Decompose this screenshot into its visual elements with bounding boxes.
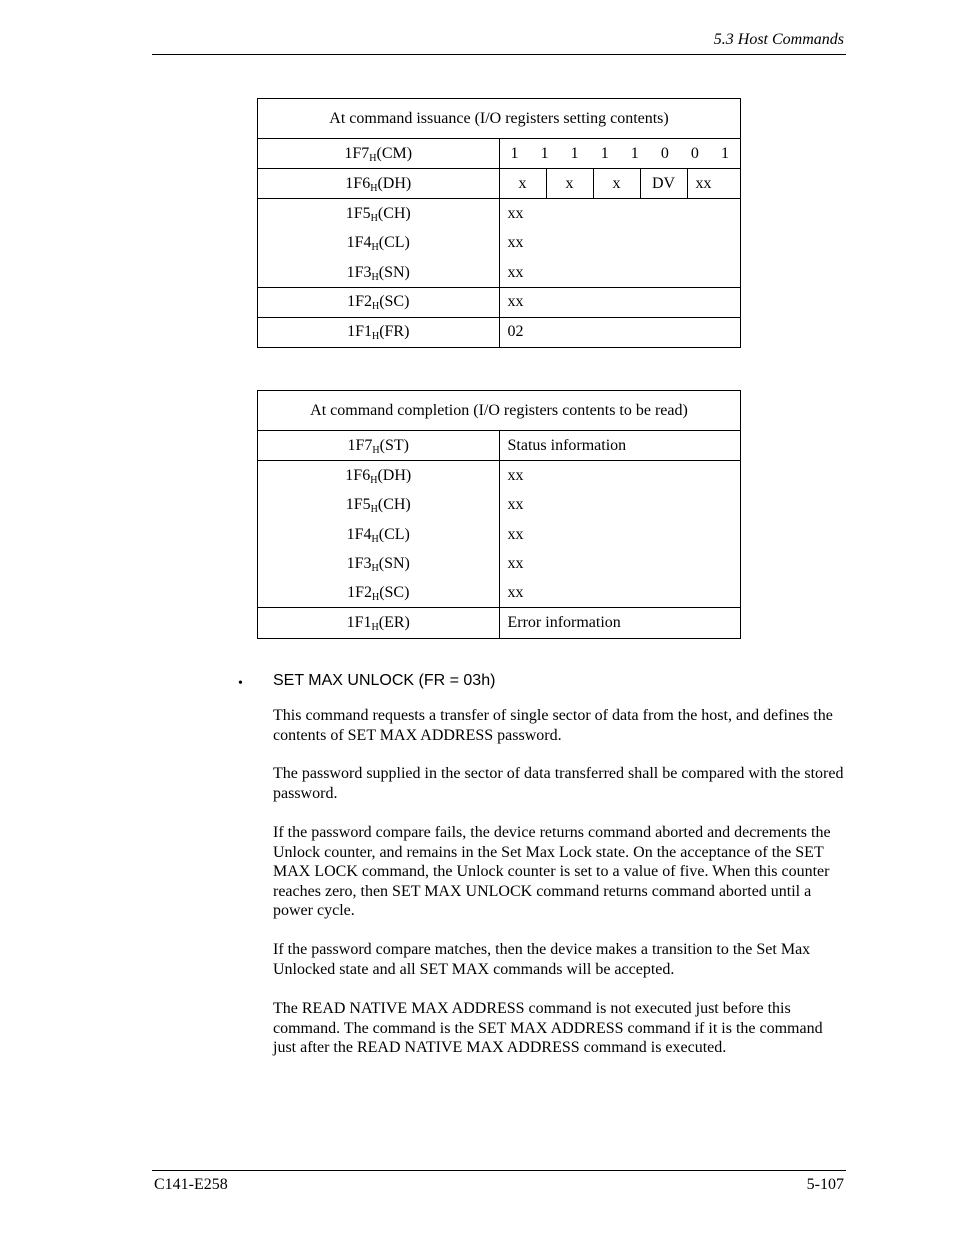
cm-bit: 1 bbox=[630, 144, 639, 162]
running-header: 5.3 Host Commands bbox=[713, 31, 844, 48]
value-cl: xx bbox=[507, 234, 524, 252]
register-ch: $1F5_H(CH)$ bbox=[345, 205, 411, 224]
completion-register-table bbox=[257, 390, 741, 639]
dh-bit: x bbox=[547, 169, 594, 198]
value-sc: xx bbox=[499, 287, 741, 317]
value-dh: xx bbox=[507, 467, 524, 484]
register-group-names bbox=[258, 199, 500, 288]
register-er: $1F1_H(ER)$ bbox=[258, 608, 500, 639]
register-sn: $1F3_H(SN)$ bbox=[346, 554, 410, 574]
paragraph: The READ NATIVE MAX ADDRESS command is not executed just before this command. The command is the SET MAX ADDRESS command if it is the command just after the READ NATIVE MAX ADDRESS command is executed. bbox=[273, 1000, 823, 1057]
dh-bit: DV bbox=[641, 169, 688, 198]
dh-bits bbox=[499, 169, 741, 199]
register-cm: $1F7_H(CM)$ bbox=[258, 139, 500, 169]
cm-bit: 1 bbox=[510, 144, 519, 162]
header-rule bbox=[152, 54, 846, 55]
value-sn: xx bbox=[507, 263, 524, 281]
register-dh: $1F6_H(DH)$ bbox=[258, 169, 500, 199]
issuance-register-table bbox=[257, 98, 741, 348]
register-dh: $1F6_H(DH)$ bbox=[345, 467, 412, 486]
cm-bit: 1 bbox=[570, 144, 579, 162]
register-st: $1F7_H(ST)$ bbox=[258, 431, 500, 461]
register-fr: $1F1_H(FR)$ bbox=[258, 317, 500, 347]
value-st: Status information bbox=[499, 431, 741, 461]
section-title: SET MAX UNLOCK (FR = 03h) bbox=[273, 672, 496, 689]
dh-bit: x bbox=[500, 169, 547, 198]
paragraph: If the password compare matches, then the device makes a transition to the Set Max Unlocked state and all SET MAX commands will be accepted. bbox=[273, 941, 811, 978]
paragraph: If the password compare fails, the device returns command aborted and decrements the Unlock counter, and remains in the Set Max Lock state. On the acceptance of the SET MAX LOCK command, the Unlock counter is set to a value of five. When this counter reaches zero, then SET MAX UNLOCK command returns command aborted until a power cycle. bbox=[273, 824, 831, 920]
bullet-icon: • bbox=[238, 676, 243, 691]
document-id: C141-E258 bbox=[154, 1176, 228, 1193]
register-group-values bbox=[499, 461, 741, 608]
cm-bit: 1 bbox=[600, 144, 609, 162]
issuance-table-caption: At command issuance (I/O registers setting contents) bbox=[258, 99, 741, 139]
register-cl: $1F4_H(CL)$ bbox=[346, 234, 410, 254]
paragraph: This command requests a transfer of single sector of data from the host, and defines the contents of SET MAX ADDRESS password. bbox=[273, 707, 833, 744]
value-sc: xx bbox=[507, 584, 524, 602]
value-fr: 02 bbox=[499, 317, 741, 347]
cm-bit: 0 bbox=[690, 144, 699, 162]
dh-rest: xx bbox=[695, 174, 712, 192]
register-ch: $1F5_H(CH)$ bbox=[345, 496, 411, 516]
cm-bit: 1 bbox=[720, 144, 729, 162]
value-ch: xx bbox=[507, 496, 524, 514]
value-sn: xx bbox=[507, 554, 524, 572]
cm-bits bbox=[499, 139, 741, 169]
register-sc: $1F2_H(SC)$ bbox=[347, 584, 410, 604]
value-ch: xx bbox=[507, 205, 524, 222]
completion-table-caption: At command completion (I/O registers contents to be read) bbox=[258, 391, 741, 431]
cm-bit: 0 bbox=[660, 144, 669, 162]
register-group-values bbox=[499, 199, 741, 288]
page-number: 5-107 bbox=[806, 1176, 844, 1193]
register-cl: $1F4_H(CL)$ bbox=[346, 525, 410, 545]
cm-bit: 1 bbox=[540, 144, 549, 162]
footer-rule bbox=[152, 1170, 846, 1171]
value-er: Error information bbox=[499, 608, 741, 639]
register-sn: $1F3_H(SN)$ bbox=[346, 263, 410, 283]
paragraph: The password supplied in the sector of data transferred shall be compared with the stored password. bbox=[273, 765, 844, 802]
dh-bit: x bbox=[594, 169, 641, 198]
value-cl: xx bbox=[507, 525, 524, 543]
register-group-names bbox=[258, 461, 500, 608]
register-sc: $1F2_H(SC)$ bbox=[258, 287, 500, 317]
